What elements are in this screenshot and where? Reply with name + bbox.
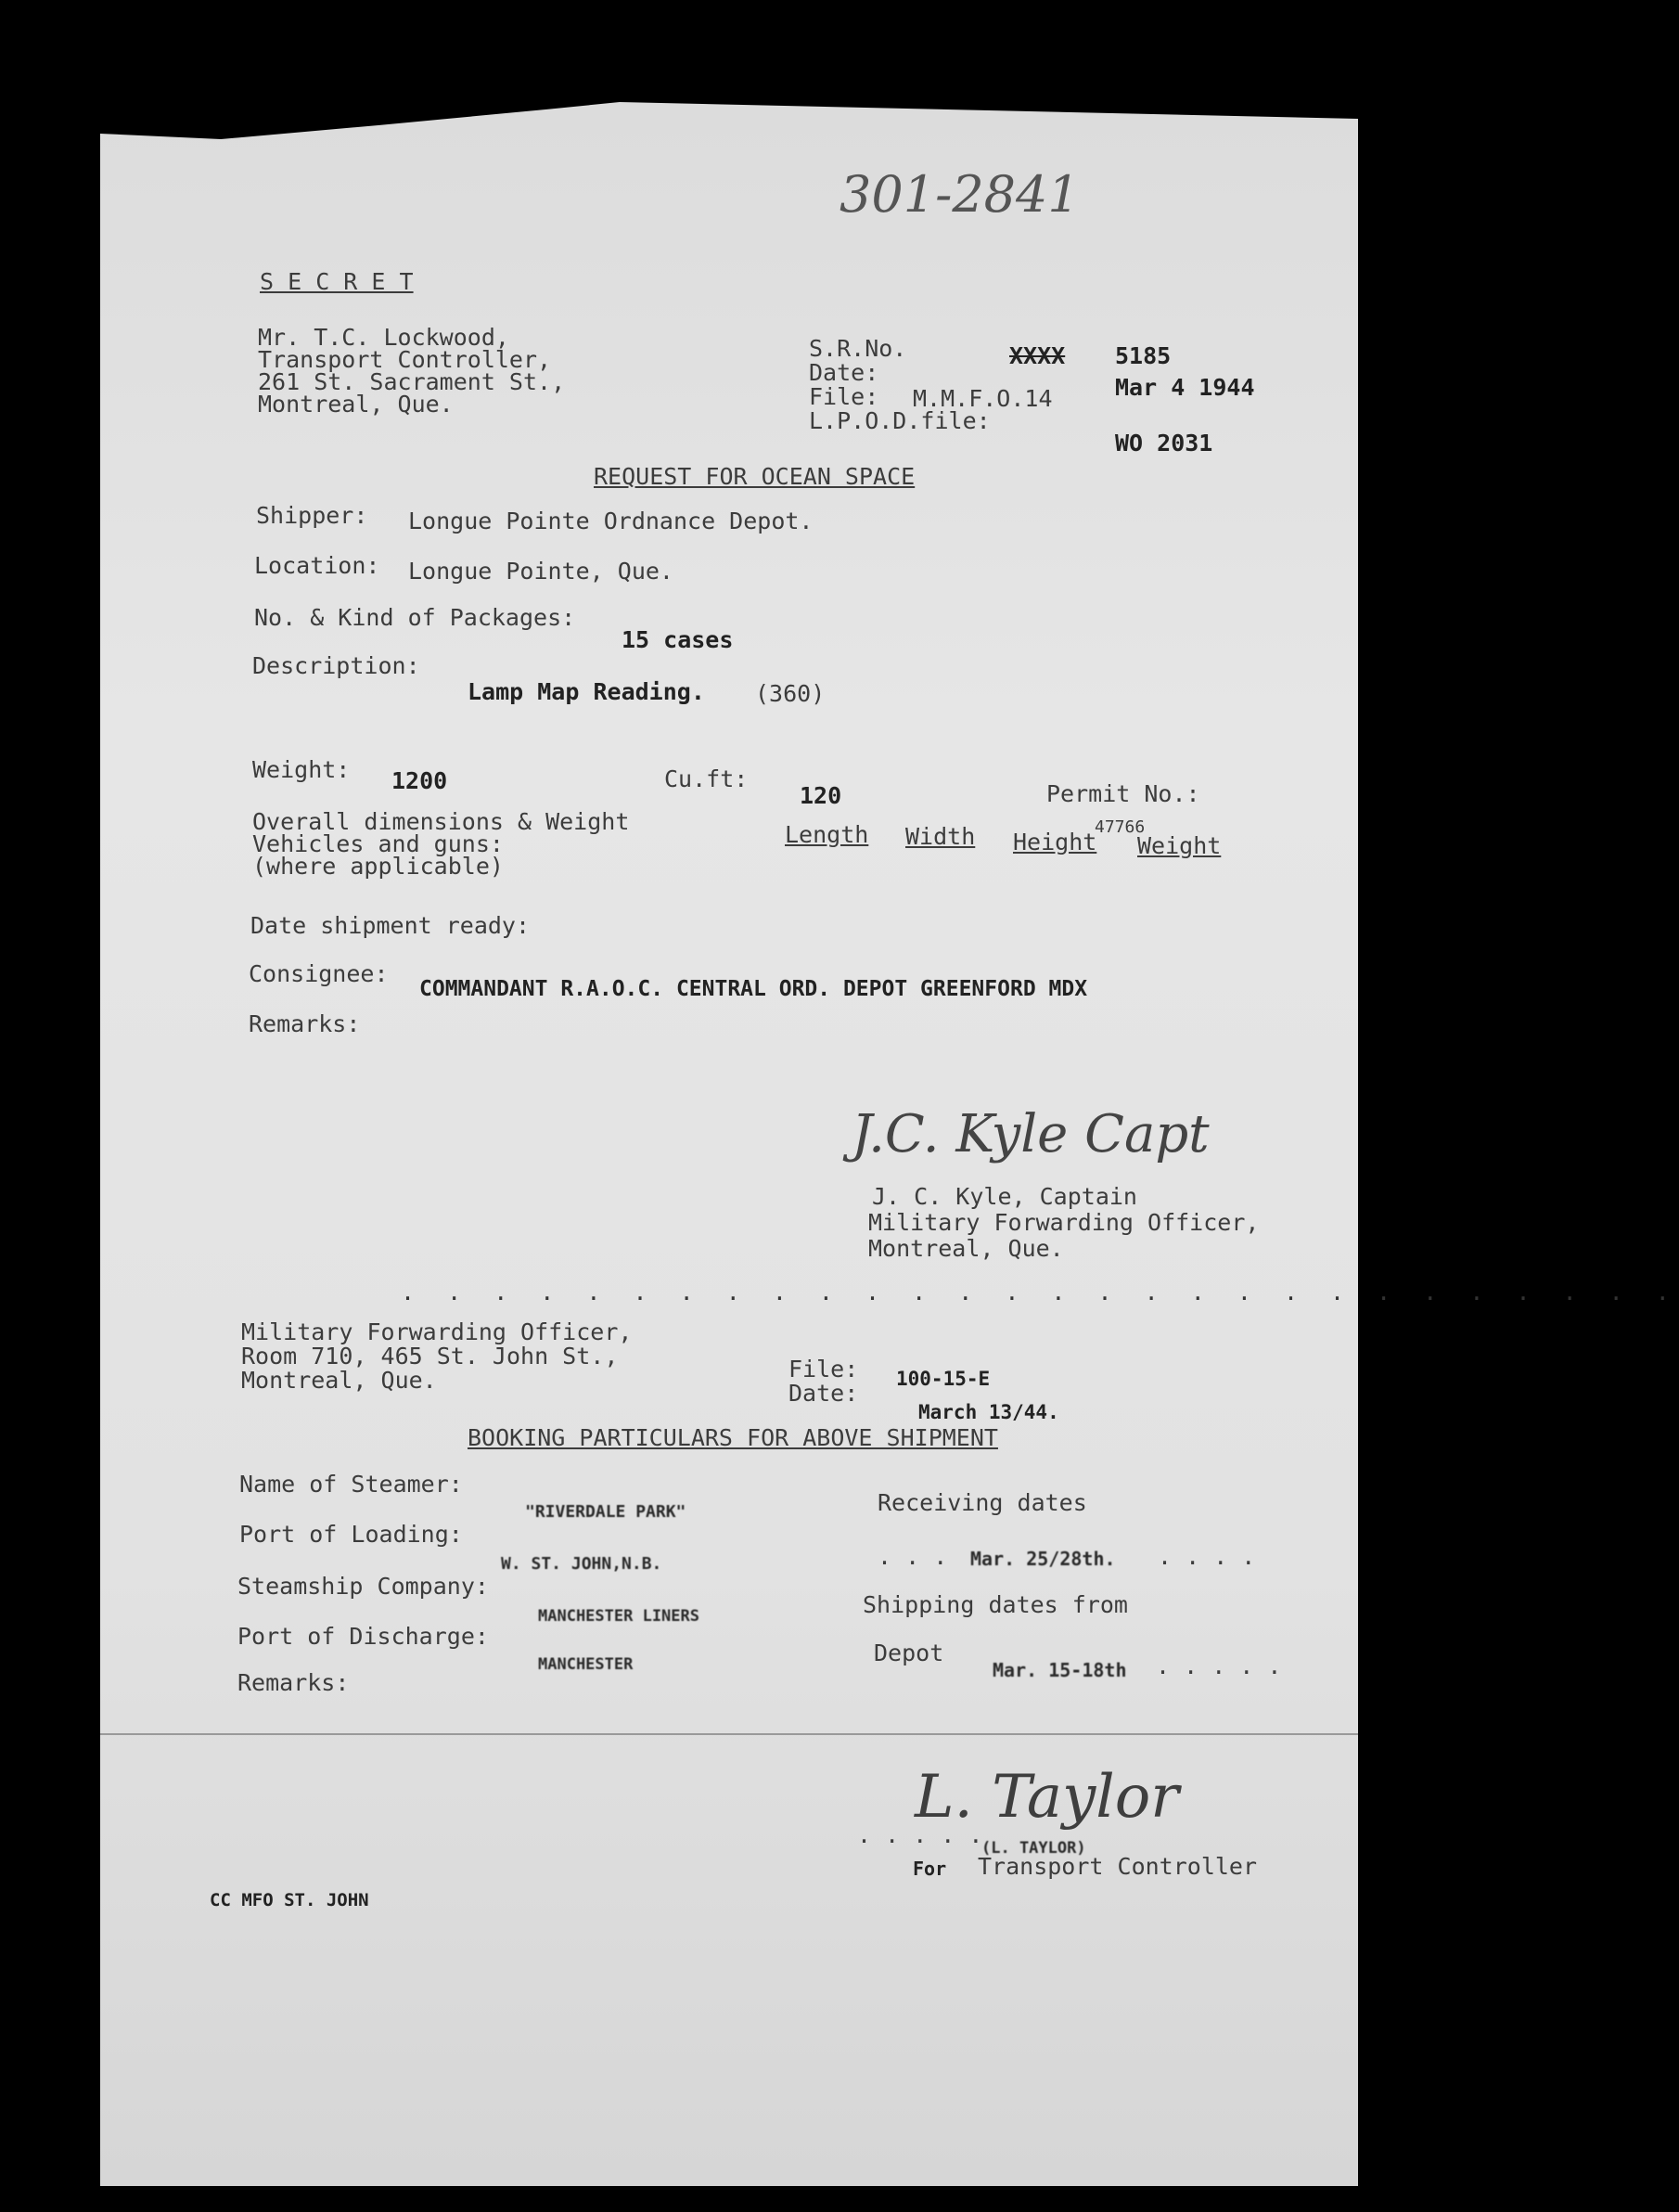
port-of-loading-label: Port of Loading: <box>239 1521 463 1548</box>
sr-number-label: S.R.No. <box>809 335 907 362</box>
receiving-leader-dots: . . . <box>878 1543 948 1570</box>
file-label: File: <box>809 383 879 410</box>
steamer-label: Name of Steamer: <box>239 1471 463 1498</box>
addressee-line: 261 St. Sacrament St., <box>258 368 566 395</box>
booking-file-label: File: <box>788 1356 859 1382</box>
booking-date-label: Date: <box>788 1380 859 1407</box>
transport-controller-title: Transport Controller <box>978 1853 1258 1880</box>
location-label: Location: <box>254 552 380 579</box>
steamer-value: "RIVERDALE PARK" <box>525 1502 686 1522</box>
permit-value: 47766 <box>1095 817 1146 837</box>
depot-label: Depot <box>874 1640 944 1666</box>
classification-label: S E C R E T <box>260 268 414 295</box>
date-label: Date: <box>809 359 879 386</box>
consignee-label: Consignee: <box>249 960 389 987</box>
steamship-company-label: Steamship Company: <box>237 1573 489 1600</box>
booking-remarks-label: Remarks: <box>237 1669 350 1696</box>
dimension-length-header: Length <box>785 821 869 848</box>
description-quantity: (360) <box>755 680 826 707</box>
consignee-value: COMMANDANT R.A.O.C. CENTRAL ORD. DEPOT GREENFORD MDX <box>419 977 1088 1001</box>
weight-label: Weight: <box>252 756 351 783</box>
sr-number-struck: XXXX <box>1009 342 1066 369</box>
date-value: Mar 4 1944 <box>1115 374 1255 401</box>
receiving-trailing-dots: . . . . <box>1158 1543 1256 1570</box>
depot-dates-value: Mar. 15-18th <box>993 1659 1127 1681</box>
section-divider-dots: . . . . . . . . . . . . . . . . . . . . . . . . . . . . <box>401 1279 1679 1305</box>
addressee-line: Mr. T.C. Lockwood, <box>258 324 509 351</box>
receiving-dates-label: Receiving dates <box>878 1489 1087 1516</box>
cuft-label: Cu.ft: <box>664 765 749 792</box>
dimension-width-header: Width <box>905 823 976 850</box>
from-line: Montreal, Que. <box>241 1367 437 1394</box>
overall-dimensions-line: (where applicable) <box>252 853 504 880</box>
signature-leader-dots: . . . . . <box>857 1821 983 1848</box>
overall-dimensions-line: Overall dimensions & Weight <box>252 808 630 835</box>
description-value: Lamp Map Reading. <box>468 678 705 705</box>
port-of-loading-value: W. ST. JOHN,N.B. <box>501 1554 662 1574</box>
signature-line: Montreal, Que. <box>868 1235 1064 1262</box>
signature-taylor: L. Taylor <box>915 1763 1179 1832</box>
from-line: Room 710, 465 St. John St., <box>241 1343 619 1370</box>
fold-line <box>100 1733 1358 1735</box>
signature-line: Military Forwarding Officer, <box>868 1209 1260 1236</box>
lpod-file-label: L.P.O.D.file: <box>809 407 991 434</box>
dimension-weight-header: Weight <box>1137 832 1222 859</box>
receiving-dates-value: Mar. 25/28th. <box>970 1548 1116 1570</box>
shipper-label: Shipper: <box>256 502 368 529</box>
addressee-line: Transport Controller, <box>258 346 552 373</box>
permit-label: Permit No.: <box>1046 780 1200 807</box>
port-of-discharge-value: MANCHESTER <box>538 1655 634 1674</box>
remarks-label: Remarks: <box>249 1010 361 1037</box>
shipper-value: Longue Pointe Ordnance Depot. <box>408 508 814 534</box>
description-label: Description: <box>252 652 420 679</box>
signature-line: J. C. Kyle, Captain <box>872 1183 1137 1210</box>
location-value: Longue Pointe, Que. <box>408 558 673 585</box>
weight-value: 1200 <box>391 767 448 794</box>
steamship-company-value: MANCHESTER LINERS <box>538 1607 699 1626</box>
date-ready-label: Date shipment ready: <box>250 912 531 939</box>
signature-initials: (L. TAYLOR) <box>981 1839 1086 1858</box>
from-line: Military Forwarding Officer, <box>241 1318 633 1345</box>
addressee-line: Montreal, Que. <box>258 391 454 418</box>
cc-note: CC MFO ST. JOHN <box>210 1890 369 1910</box>
request-title: REQUEST FOR OCEAN SPACE <box>594 463 916 490</box>
signature-kyle: J.C. Kyle Capt <box>852 1104 1210 1164</box>
booking-title: BOOKING PARTICULARS FOR ABOVE SHIPMENT <box>468 1424 998 1451</box>
handwritten-reference: 301-2841 <box>840 165 1080 224</box>
booking-date-value: March 13/44. <box>918 1401 1059 1423</box>
packages-label: No. & Kind of Packages: <box>254 604 576 631</box>
cuft-value: 120 <box>800 782 842 809</box>
sr-number-value: 5185 <box>1115 342 1172 369</box>
depot-trailing-dots: . . . . . <box>1156 1653 1282 1679</box>
file-value: M.M.F.O.14 <box>913 385 1053 412</box>
for-label: For <box>913 1858 947 1880</box>
dimension-height-header: Height <box>1013 829 1097 855</box>
lpod-file-value: WO 2031 <box>1115 430 1213 457</box>
packages-value: 15 cases <box>622 626 734 653</box>
shipping-dates-label: Shipping dates from <box>863 1591 1128 1618</box>
overall-dimensions-line: Vehicles and guns: <box>252 830 504 857</box>
port-of-discharge-label: Port of Discharge: <box>237 1623 489 1650</box>
booking-file-value: 100-15-E <box>896 1368 991 1390</box>
